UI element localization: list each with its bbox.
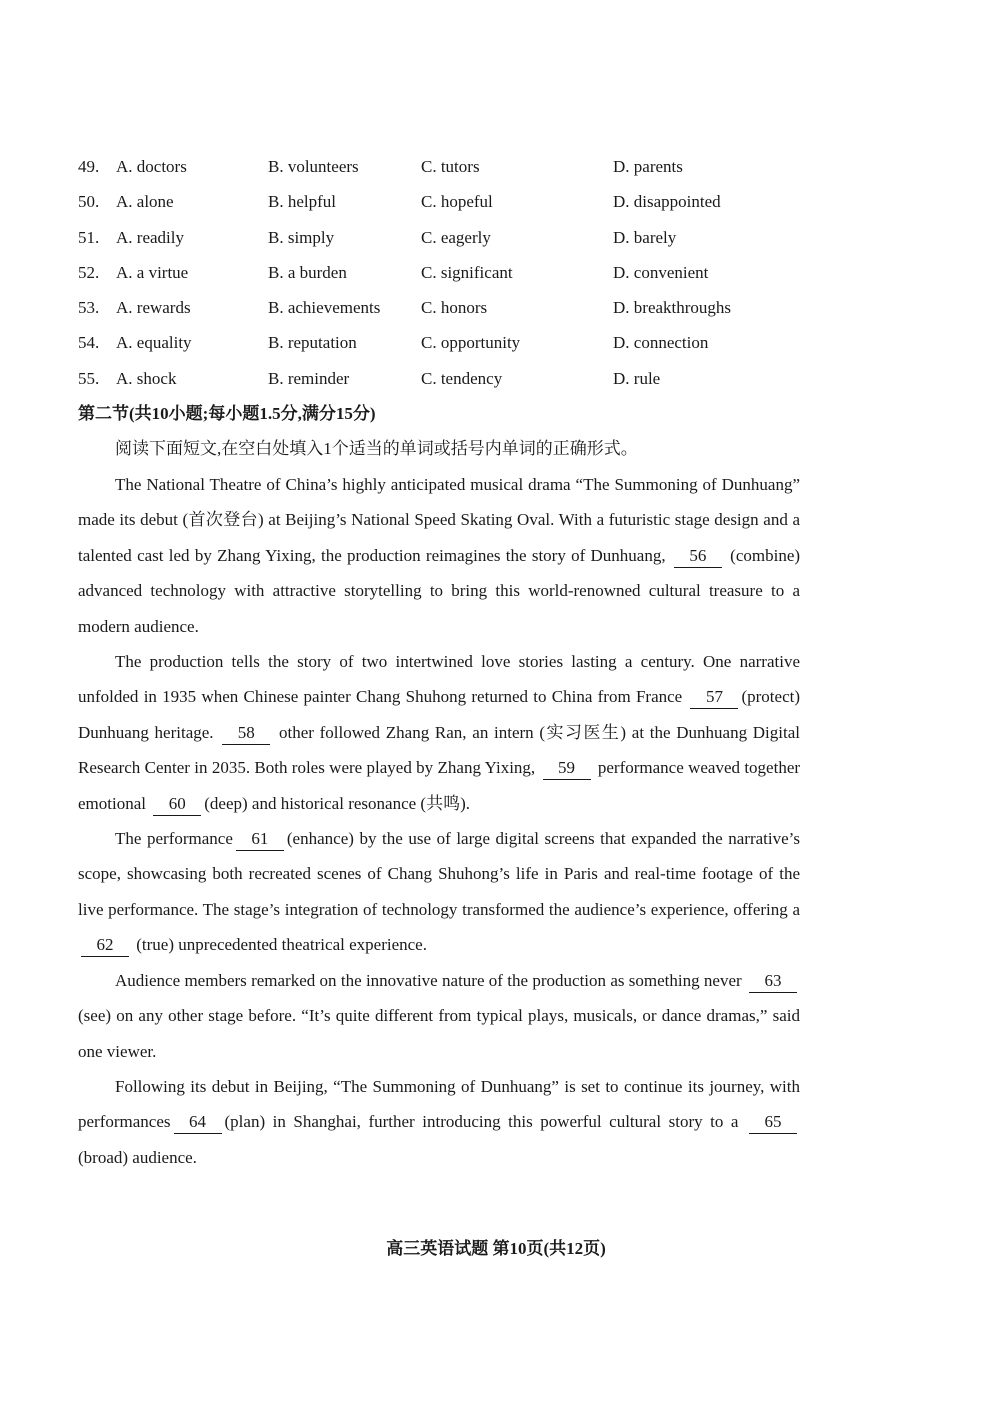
option-row	[78, 223, 798, 258]
option-b: B. volunteers	[268, 157, 359, 176]
page-footer: 高三英语试题 第10页(共12页)	[386, 1239, 606, 1258]
blank-64: 64	[174, 1111, 222, 1134]
option-c: C. honors	[421, 298, 488, 318]
blank-57: 57	[690, 686, 738, 709]
passage-text: The National Theatre of China’s highly anticipated musical drama “The Summoning of Dunhuang” made its debut (首次登台) at Beijing’s National Speed Skating Oval. With a futuristic stage design and a talented cast led by Zhang Yixing, the production reimagines the story of Dunhuang,	[78, 475, 800, 565]
option-row	[78, 152, 798, 187]
option-row	[78, 328, 798, 363]
question-number: 50.	[78, 192, 100, 212]
option-c: C. tutors	[421, 157, 480, 176]
passage-text: The production tells the story of two intertwined love stories lasting a century. One narrative unfolded in 1935 when Chinese painter Chang Shuhong returned to China from France	[78, 652, 800, 707]
option-d: D. breakthroughs	[613, 298, 732, 318]
multiple-choice-options	[78, 152, 798, 399]
question-number: 55.	[78, 368, 100, 388]
passage-text: other followed Zhang Ran, an intern (实习医生) at the Dunhuang Digital Research Center in 2035. Both roles were played by Zhang Yixing,	[78, 722, 800, 778]
blank-61: 61	[236, 828, 284, 851]
blank-58: 58	[222, 722, 270, 745]
paragraph-5	[78, 1069, 800, 1175]
question-number: 53.	[78, 298, 100, 318]
option-b: B. helpful	[268, 192, 336, 212]
option-d: D. barely	[613, 227, 677, 247]
option-row	[78, 364, 798, 399]
section-instruction: 阅读下面短文,在空白处填入1个适当的单词或括号内单词的正确形式。	[115, 439, 638, 458]
option-b: B. reminder	[268, 368, 350, 388]
blank-62: 62	[81, 934, 129, 957]
passage-text: (deep) and historical resonance (共鸣).	[204, 793, 470, 813]
passage-text: (protect) Dunhuang heritage.	[78, 687, 801, 742]
option-c: C. tendency	[421, 368, 503, 388]
passage-text: The performance	[115, 829, 233, 849]
option-b: B. simply	[268, 227, 335, 247]
section-title: 第二节(共10小题;每小题1.5分,满分15分)	[78, 404, 376, 423]
question-number: 49.	[78, 157, 100, 176]
option-row	[78, 293, 798, 328]
option-d: D. convenient	[613, 262, 709, 282]
option-d: D. connection	[613, 333, 709, 353]
passage-text: (combine) advanced technology with attractive storytelling to bring this world-renowned cultural treasure to a modern audience.	[78, 545, 801, 636]
paragraph-4	[78, 963, 800, 1069]
option-d: D. rule	[613, 368, 661, 388]
blank-59: 59	[543, 757, 591, 780]
option-row	[78, 258, 798, 293]
passage-text: (enhance) by the use of large digital screens that expanded the narrative’s scope, showcasing both recreated scenes of Chang Shuhong’s life in Paris and real-time footage of the live performance. The stage’s integration of technology transformed the audience’s experience, offering a	[78, 829, 800, 919]
blank-56: 56	[674, 545, 722, 568]
option-d: D. parents	[613, 157, 683, 176]
option-a: A. doctors	[116, 157, 187, 176]
blank-60: 60	[153, 793, 201, 816]
paragraph-1	[78, 467, 800, 644]
cloze-passage	[78, 467, 800, 1175]
option-row	[78, 187, 798, 222]
paragraph-3	[78, 821, 800, 963]
passage-text: Audience members remarked on the innovative nature of the production as something never	[115, 970, 742, 990]
question-number: 51.	[78, 227, 100, 247]
option-a: A. rewards	[116, 298, 191, 318]
passage-text: (true) unprecedented theatrical experience.	[136, 935, 427, 955]
option-c: C. eagerly	[421, 227, 491, 247]
option-b: B. reputation	[268, 333, 357, 353]
passage-text: (plan) in Shanghai, further introducing this powerful cultural story to a	[224, 1112, 739, 1132]
passage-text: performance weaved together emotional	[78, 758, 801, 813]
question-number: 54.	[78, 333, 100, 353]
option-a: A. a virtue	[116, 262, 189, 282]
passage-text: (see) on any other stage before. “It’s quite different from typical plays, musicals, or dance dramas,” said one viewer.	[78, 1006, 800, 1061]
option-c: C. opportunity	[421, 333, 521, 353]
paragraph-2	[78, 644, 800, 821]
option-c: C. significant	[421, 262, 513, 282]
option-d: D. disappointed	[613, 192, 721, 212]
option-b: B. achievements	[268, 298, 381, 318]
passage-text: (broad) audience.	[78, 1147, 197, 1167]
passage-text: Following its debut in Beijing, “The Summoning of Dunhuang” is set to continue its journey, with performances	[78, 1076, 800, 1132]
option-a: A. shock	[116, 368, 177, 388]
blank-65: 65	[749, 1111, 797, 1134]
question-number: 52.	[78, 262, 100, 282]
blank-63: 63	[749, 970, 797, 993]
option-b: B. a burden	[268, 262, 347, 282]
option-a: A. alone	[116, 192, 174, 212]
option-c: C. hopeful	[421, 192, 493, 212]
option-a: A. equality	[116, 333, 192, 353]
option-a: A. readily	[116, 227, 184, 247]
